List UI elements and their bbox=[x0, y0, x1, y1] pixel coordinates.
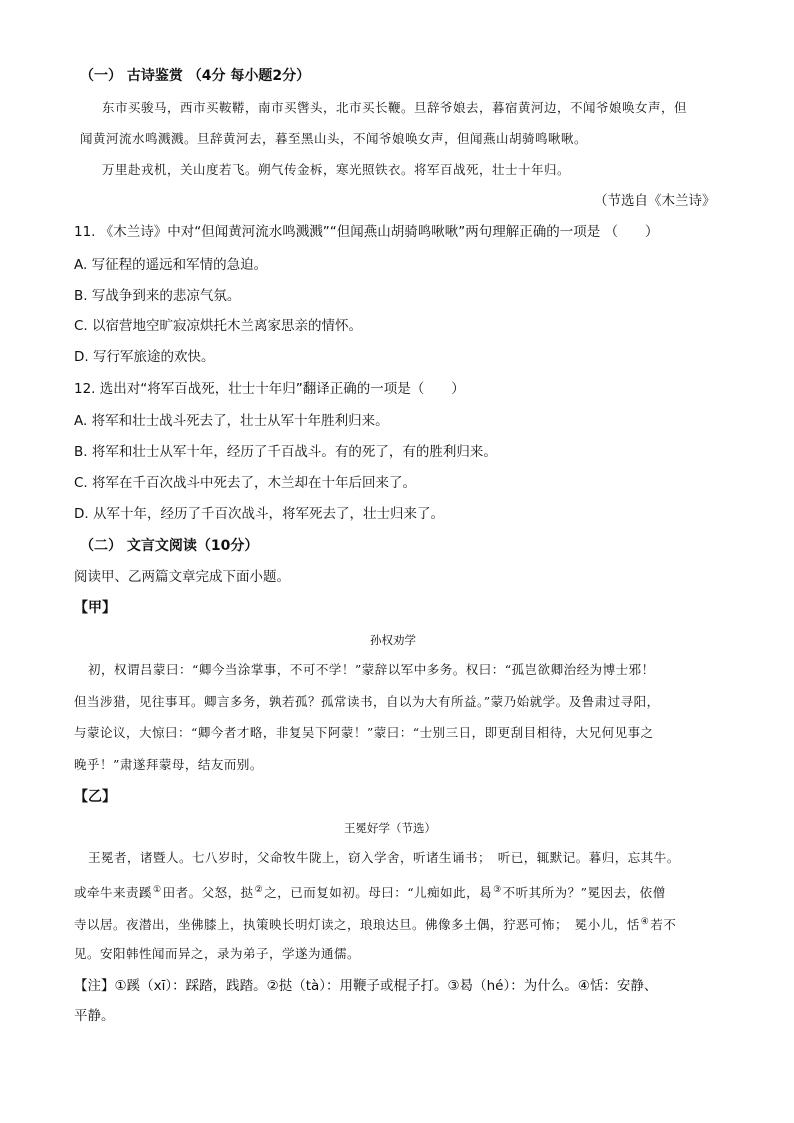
poem-line: 东市买骏马，西市买鞍鞯，南市买辔头，北市买长鞭。旦辞爷娘去，暮宿黄河边，不闻爷娘唤女声，但 bbox=[102, 100, 688, 115]
passage-yi-line bbox=[74, 944, 360, 964]
passage-yi-text: 王冕者，诸暨人。七八岁时，父命牧牛陇上，窃入学舍，听诸生诵书； 听已，辄默记。暮归，忘其牛。 bbox=[88, 850, 680, 865]
question-12-option-c: C. 将军在千百次战斗中死去了，木兰却在十年后回来了。 bbox=[74, 475, 417, 491]
question-11-option-d: D. 写行军旅途的欢快。 bbox=[74, 349, 215, 365]
footnote-marker: ② bbox=[254, 885, 264, 895]
passage-label-jia: 【甲】 bbox=[74, 600, 116, 616]
annotation-line: 平静。 bbox=[74, 1008, 115, 1024]
passage-title-jia: 孙权劝学 bbox=[370, 633, 416, 647]
passage-title-yi: 王冕好学（节选） bbox=[344, 821, 436, 835]
passage-yi-line bbox=[74, 912, 676, 935]
passage-yi-text: 若不 bbox=[650, 917, 677, 932]
question-12-stem: 12. 选出对“将军百战死，壮士十年归”翻译正确的一项是（ ） bbox=[74, 381, 465, 397]
passage-yi-text: 田者。父怒，挞 bbox=[162, 885, 254, 900]
question-12-option-a: A. 将军和壮士战斗死去了，壮士从军十年胜利归来。 bbox=[74, 413, 389, 429]
passage-label-yi: 【乙】 bbox=[74, 789, 116, 805]
annotation-line: 【注】①蹊（xī）：踩踏，践踏。②挞（tà）：用鞭子或棍子打。③曷（hé）：为什么。④恬：安静、 bbox=[74, 978, 658, 994]
passage-jia-line: 与蒙论议，大惊曰：“卿今者才略，非复吴下阿蒙！”蒙曰：“士别三日，即更刮目相待，大兄何见事之 bbox=[74, 725, 654, 740]
passage-jia-line: 但当涉猎，见往事耳。卿言多务，孰若孤？孤常读书，自以为大有所益。”蒙乃始就学。及鲁肃过寻阳， bbox=[74, 694, 660, 709]
poem-line: 万里赴戎机，关山度若飞。朔气传金柝，寒光照铁衣。将军百战死，壮士十年归。 bbox=[102, 162, 571, 177]
passage-yi-line bbox=[88, 848, 680, 868]
passage-yi-text: 不听其所为？”冕因去，依僧 bbox=[502, 885, 666, 900]
poem-source: （节选自《木兰诗》 bbox=[594, 193, 716, 209]
passage-yi-line bbox=[74, 880, 666, 903]
question-11-stem: 11. 《木兰诗》中对“但闻黄河流水鸣溅溅”“但闻燕山胡骑鸣啾啾”两句理解正确的一项是 （ ） bbox=[74, 224, 659, 240]
question-11-option-c: C. 以宿营地空旷寂凉烘托木兰离家思亲的情怀。 bbox=[74, 318, 363, 334]
passage-yi-text: 之，已而复如初。母曰：“儿痴如此，曷 bbox=[264, 885, 493, 900]
section-heading-classical: （二） 文言文阅读（10分） bbox=[80, 538, 259, 554]
question-12-option-b: B. 将军和壮士从军十年，经历了千百战斗。有的死了，有的胜利归来。 bbox=[74, 444, 497, 460]
passage-yi-text: 见。安阳韩性闻而异之，录为弟子，学遂为通儒。 bbox=[74, 946, 361, 961]
passage-yi-text: 寺以居。夜潜出，坐佛膝上，执策映长明灯读之，琅琅达旦。佛像多土偶，狞恶可怖； 冕小儿，恬 bbox=[74, 917, 640, 932]
question-11-option-a: A. 写征程的遥远和军情的急迫。 bbox=[74, 257, 268, 273]
footnote-marker: ④ bbox=[640, 917, 650, 927]
passage-jia-line: 晚乎！”肃遂拜蒙母，结友而别。 bbox=[74, 757, 263, 772]
section-heading-poetry: （一） 古诗鉴赏 （4分 每小题2分） bbox=[80, 68, 311, 84]
question-11-option-b: B. 写战争到来的悲凉气氛。 bbox=[74, 288, 241, 304]
reading-instruction: 阅读甲、乙两篇文章完成下面小题。 bbox=[74, 569, 290, 585]
passage-jia-line: 初，权谓吕蒙曰：“卿今当涂掌事，不可不学！”蒙辞以军中多务。权曰：“孤岂欲卿治经为博士邪！ bbox=[88, 662, 655, 677]
question-12-option-d: D. 从军十年，经历了千百次战斗，将军死去了，壮士归来了。 bbox=[74, 506, 444, 522]
poem-line: 闻黄河流水鸣溅溅。旦辞黄河去，暮至黑山头，不闻爷娘唤女声，但闻燕山胡骑鸣啾啾。 bbox=[80, 131, 588, 146]
passage-yi-text: 或牵牛来责蹊 bbox=[74, 885, 153, 900]
footnote-marker: ③ bbox=[493, 885, 502, 895]
footnote-marker: ① bbox=[153, 885, 162, 895]
